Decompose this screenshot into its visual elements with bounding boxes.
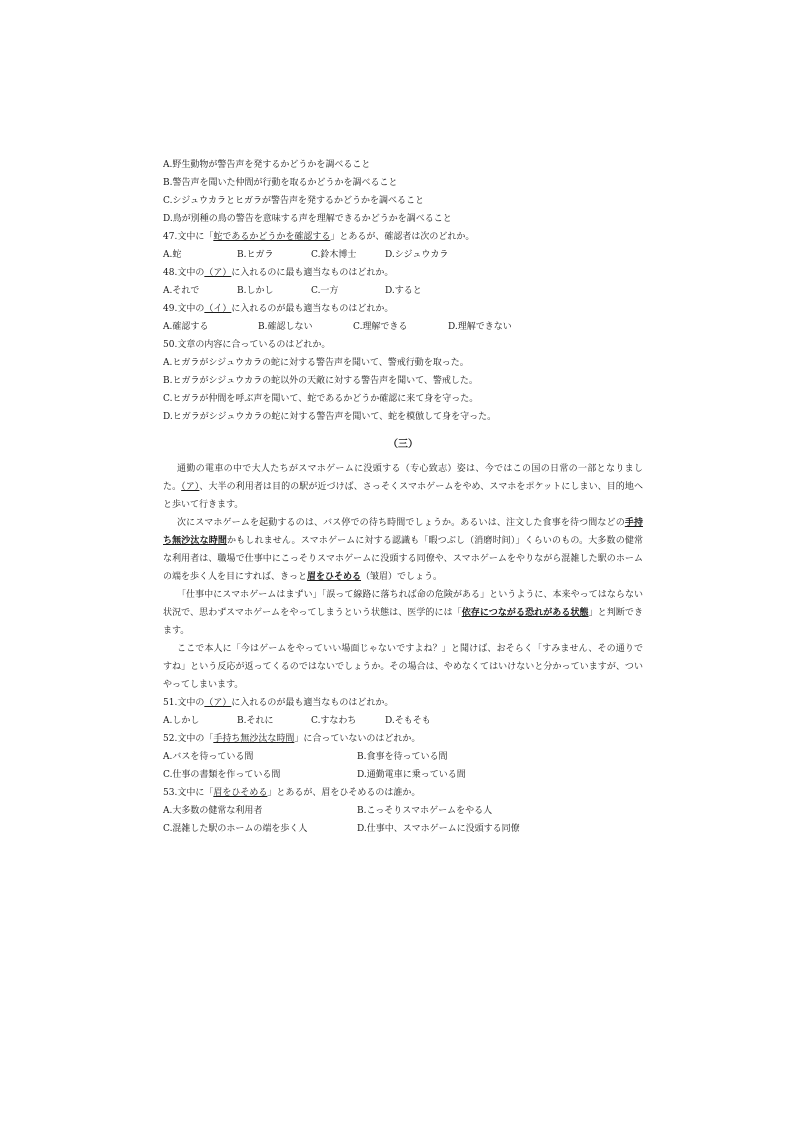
q49-suffix: に入れるのが最も適当なものはどれか。 [231,304,394,314]
q51-option-a: A.しかし [163,716,200,726]
question-47 [163,228,643,246]
q47-option-d: D.シジュウカラ [385,250,449,260]
section-three-title: （三） [388,439,418,450]
q53-option-b: B.こっそりスマホゲームをやる人 [357,806,493,816]
q52-option-a: A.バスを待っている間 [163,752,254,762]
q48-blank: （ア） [204,268,232,278]
q53-options-row-1 [163,802,643,820]
q48-option-a: A.それで [163,286,200,296]
q51-blank: （ア） [204,698,232,708]
q53-options-row-2 [163,820,643,838]
q53-underlined-phrase: 眉をひそめる [213,788,268,798]
q47-prefix: 47.文中に「 [163,232,214,242]
q52-suffix: 」に合っていないのはどれか。 [294,734,421,744]
q49-option-a: A.確認する [163,322,209,332]
q49-option-b: B.確認しない [258,322,313,332]
q49-prefix: 49.文中の [163,304,205,314]
q47-options [163,246,643,264]
q47-option-a: A.蛇 [163,250,182,260]
q50-option-b: B.ヒガラがシジュウカラの蛇以外の天敵に対する警告声を聞いて、警戒した。 [163,376,478,386]
q50-option-a: A.ヒガラがシジュウカラの蛇に対する警告声を聞いて、警戒行動を取った。 [163,358,469,368]
q52-underlined-phrase: 手持ち無沙汰な時間 [213,734,295,744]
p2-text-b: かもしれません。スマホゲームに対する認識も「暇つぶし（消磨时间）」くらいのもの。大多数の健常な利用者は、職場で仕事中にこっそりスマホゲームに没頭する同僚や、スマホゲームをやりながら混雑した駅のホームの端を歩く人を目にすれば、きっと [163,536,643,582]
q48-options [163,282,643,300]
q48-prefix: 48.文中の [163,268,205,278]
q51-option-d: D.そもそも [385,716,431,726]
passage-paragraph-1 [163,460,643,514]
question-49 [163,300,643,318]
q49-option-d: D.理解できない [448,322,512,332]
q51-suffix: に入れるのが最も適当なものはどれか。 [231,698,394,708]
q52-options-row-2 [163,766,643,784]
q51-option-c: C.すなわち [311,716,357,726]
question-53 [163,784,643,802]
q46-option-d: D.鳥が別種の鳥の警告を意味する声を理解できるかどうかを調べること [163,214,452,224]
p3-text-b: 」と判断できます。 [163,608,643,636]
question-52 [163,730,643,748]
q47-underlined-phrase: 蛇であるかどうかを確認する [213,232,331,242]
q50-option-c: C.ヒガラが仲間を呼ぶ声を聞いて、蛇であるかどうか確認に来て身を守った。 [163,394,479,404]
p2-text-a: 次にスマホゲームを起動するのは、バス停での待ち時間でしょうか。あるいは、注文した食事を待つ間などの [177,518,625,528]
q46-option-a: A.野生動物が警告声を発するかどうかを調べること [163,160,371,170]
q53-option-d: D.仕事中、スマホゲームに没頭する同僚 [357,824,520,834]
question-48 [163,264,643,282]
q47-suffix: 」とあるが、確認者は次のどれか。 [330,232,475,242]
question-51 [163,694,643,712]
q50-option-d: D.ヒガラがシジュウカラの蛇に対する警告声を聞いて、蛇を模倣して身を守った。 [163,412,497,422]
q51-prefix: 51.文中の [163,698,205,708]
q53-option-c: C.混雑した駅のホームの端を歩く人 [163,824,308,834]
p2-text-c: （皱眉）でしょう。 [361,572,443,582]
passage-paragraph-4: ここで本人に「今はゲームをやっていい場面じゃないですよね？」と聞けば、おそらく「すみません、その通りですね」という反応が返ってくるのではないでしょうか。その場合は、やめなくてはいけないと分かっていますが、ついやってしまいます。 [163,644,643,690]
p2-bold-phrase-1: 手持ち無沙汰な時間 [163,518,643,546]
q48-option-b: B.しかし [237,286,274,296]
question-50: 50.文章の内容に合っているのはどれか。 [163,340,331,350]
q52-options-row-1 [163,748,643,766]
q52-option-b: B.食事を待っている間 [357,752,448,762]
q49-options [163,318,643,336]
q52-prefix: 52.文中の「 [163,734,214,744]
q48-option-d: D.すると [385,286,422,296]
q46-option-b: B.警告声を聞いた仲間が行動を取るかどうかを調べること [163,178,398,188]
p1-text-b: 、大半の利用者は目的の駅が近づけば、さっそくスマホゲームをやめ、スマホをポケットにしまい、目的地へと歩いて行きます。 [163,482,643,510]
q51-option-b: B.それに [237,716,274,726]
q48-suffix: に入れるのに最も適当なものはどれか。 [231,268,394,278]
q47-option-c: C.鈴木博士 [311,250,357,260]
p1-text-a: 通勤の電車の中で大人たちがスマホゲームに没頭する（专心致志）姿は、今ではこの国の日常の一部となりました。 [163,464,643,492]
q53-suffix: 」とあるが、眉をひそめるのは誰か。 [267,788,421,798]
q49-blank: （イ） [204,304,232,314]
q52-option-d: D.通勤電車に乗っている間 [357,770,466,780]
q51-options [163,712,643,730]
p3-text-a: 「仕事中にスマホゲームはまずい」「誤って線路に落ちれば命の危険がある」というように、本来やってはならない状況で、思わずスマホゲームをやってしまうという状態は、医学的には「 [163,590,643,618]
q46-option-c: C.シジュウカラとヒガラが警告声を発するかどうかを調べること [163,196,425,206]
exam-page [163,156,643,838]
p3-bold-phrase: 依存につながる恐れがある状態 [461,608,589,618]
p1-blank: （ア） [181,482,200,492]
q53-option-a: A.大多数の健常な利用者 [163,806,263,816]
q53-prefix: 53.文中に「 [163,788,214,798]
q52-option-c: C.仕事の書類を作っている間 [163,770,281,780]
passage-paragraph-2 [163,514,643,586]
passage-paragraph-3 [163,586,643,640]
p2-bold-phrase-2: 眉をひそめる [307,572,362,582]
q49-option-c: C.理解できる [353,322,408,332]
q47-option-b: B.ヒガラ [237,250,274,260]
q48-option-c: C.一方 [311,286,339,296]
